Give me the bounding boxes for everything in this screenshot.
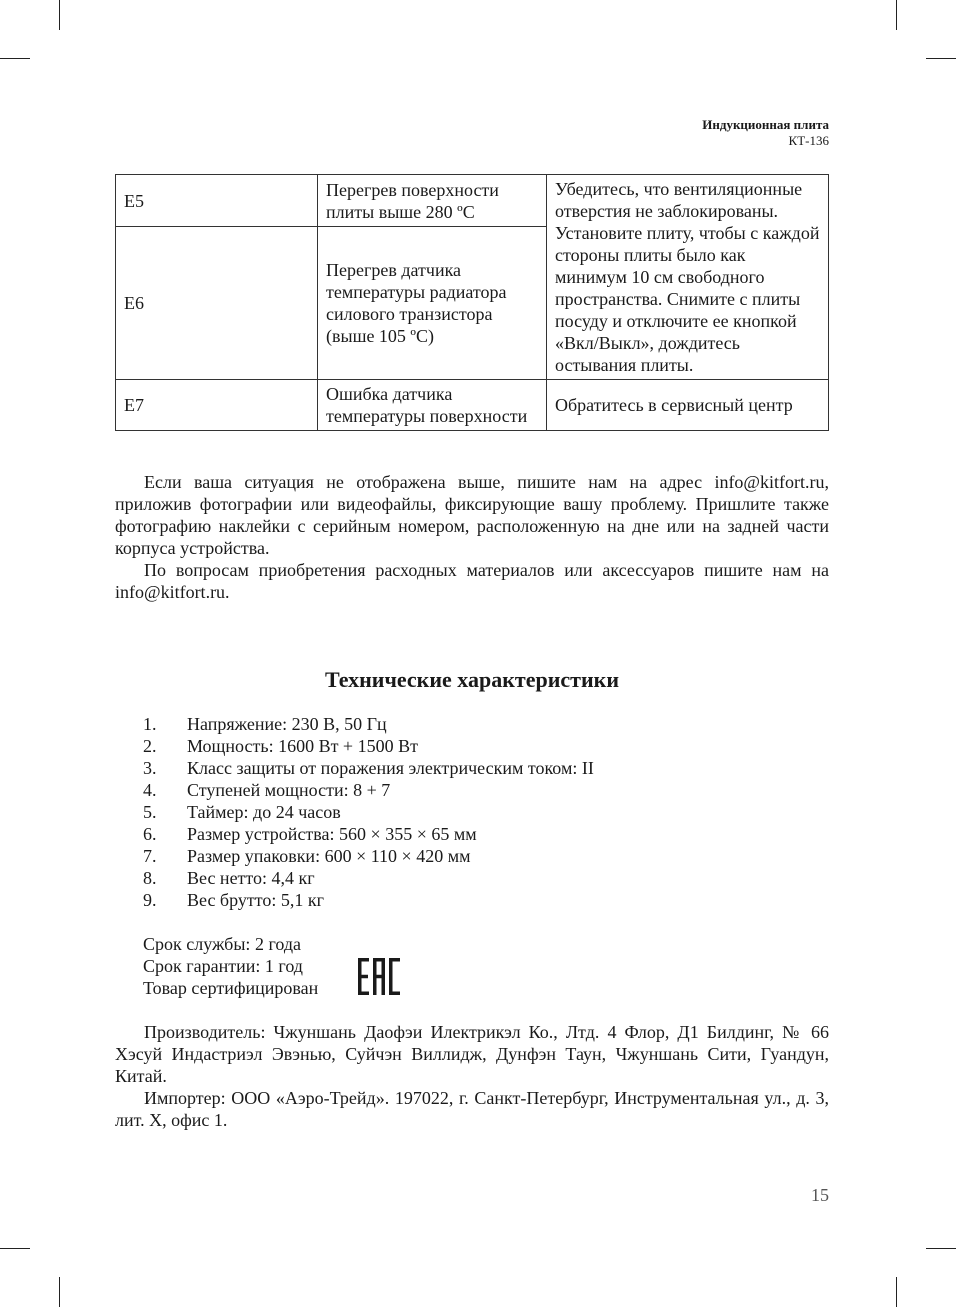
crop-mark: [59, 1277, 60, 1307]
error-solution: Убедитесь, что вентиляционные отверстия не заблокированы. Установите плиту, чтобы с каждой стороны плиты было как минимум 10 см свободного пространства. Снимите с плиты посуду и отключите ее кнопкой «Вкл/Выкл», дождитесь остывания плиты.: [547, 175, 829, 380]
crop-mark: [926, 1248, 956, 1249]
spec-list: [143, 713, 743, 911]
accessories-paragraph: По вопросам приобретения расходных материалов или аксессуаров пишите нам на info@kitfort.ru.: [115, 560, 829, 602]
contact-text: [115, 471, 829, 603]
list-item: [143, 823, 743, 845]
list-number: 3.: [143, 758, 157, 778]
list-text: Мощность: 1600 Вт + 1500 Вт: [187, 736, 418, 756]
importer-paragraph: Импортер: ООО «Аэро-Трейд». 197022, г. Санкт-Петербург, Инструментальная ул., д. 3, лит. Х, офис 1.: [115, 1088, 829, 1130]
list-number: 2.: [143, 736, 157, 756]
eac-logo: [358, 958, 400, 995]
list-number: 8.: [143, 868, 157, 888]
list-item: [143, 735, 743, 757]
list-number: 6.: [143, 824, 157, 844]
list-item: [143, 757, 743, 779]
page-header: [702, 117, 829, 149]
list-number: 9.: [143, 890, 157, 910]
crop-mark: [59, 0, 60, 30]
list-item: [143, 779, 743, 801]
error-code: E5: [116, 175, 318, 227]
list-number: 7.: [143, 846, 157, 866]
list-text: Ступеней мощности: 8 + 7: [187, 780, 391, 800]
list-text: Таймер: до 24 часов: [187, 802, 341, 822]
error-description: Перегрев поверхности плиты выше 280 ºС: [318, 175, 547, 227]
section-title: Технические характеристики: [324, 667, 620, 692]
lifetime-block: [143, 933, 318, 999]
table-row: [116, 380, 829, 431]
header-model: КТ-136: [788, 133, 829, 148]
list-item: [143, 867, 743, 889]
manufacturer-paragraph: Производитель: Чжуншань Даофэи Илектрикэл Ко., Лтд. 4 Флор, Д1 Билдинг, № 66 Хэсуй Индастриэл Эвэнью, Суйчэн Виллидж, Дунфэн Таун, Чжуншань Сити, Гуандун, Китай.: [115, 1022, 829, 1086]
list-text: Вес нетто: 4,4 кг: [187, 868, 315, 888]
list-text: Класс защиты от поражения электрическим током: II: [187, 758, 594, 778]
list-item: [143, 713, 743, 735]
error-description: Ошибка датчика температуры поверхности: [318, 380, 547, 431]
crop-mark: [0, 58, 30, 59]
header-title: Индукционная плита: [702, 117, 829, 132]
page-number: 15: [811, 1185, 829, 1205]
table-row: [116, 175, 829, 227]
warranty: Срок гарантии: 1 год: [143, 956, 303, 976]
list-text: Напряжение: 230 В, 50 Гц: [187, 714, 387, 734]
list-number: 5.: [143, 802, 157, 822]
contact-paragraph: Если ваша ситуация не отображена выше, пишите нам на адрес info@kitfort.ru, приложив фотографии или видеофайлы, фиксирующие вашу проблему. Пришлите также фотографию наклейки с серийным номером, расположенную на дне или на задней части корпуса устройства.: [115, 472, 829, 558]
list-item: [143, 801, 743, 823]
error-description: Перегрев датчика температуры радиатора силового транзистора (выше 105 ºС): [318, 227, 547, 380]
list-text: Вес брутто: 5,1 кг: [187, 890, 324, 910]
error-solution: Обратитесь в сервисный центр: [547, 380, 829, 431]
crop-mark: [0, 1248, 30, 1249]
crop-mark: [926, 58, 956, 59]
list-item: [143, 845, 743, 867]
list-item: [143, 889, 743, 911]
crop-mark: [896, 1277, 897, 1307]
crop-mark: [896, 0, 897, 30]
list-number: 4.: [143, 780, 157, 800]
error-code: E6: [116, 227, 318, 380]
manufacturer-text: [115, 1021, 829, 1131]
list-text: Размер упаковки: 600 × 110 × 420 мм: [187, 846, 471, 866]
list-text: Размер устройства: 560 × 355 × 65 мм: [187, 824, 477, 844]
error-table: [115, 174, 829, 431]
list-number: 1.: [143, 714, 157, 734]
certified: Товар сертифицирован: [143, 978, 319, 998]
service-life: Срок службы: 2 года: [143, 934, 302, 954]
error-code: E7: [116, 380, 318, 431]
